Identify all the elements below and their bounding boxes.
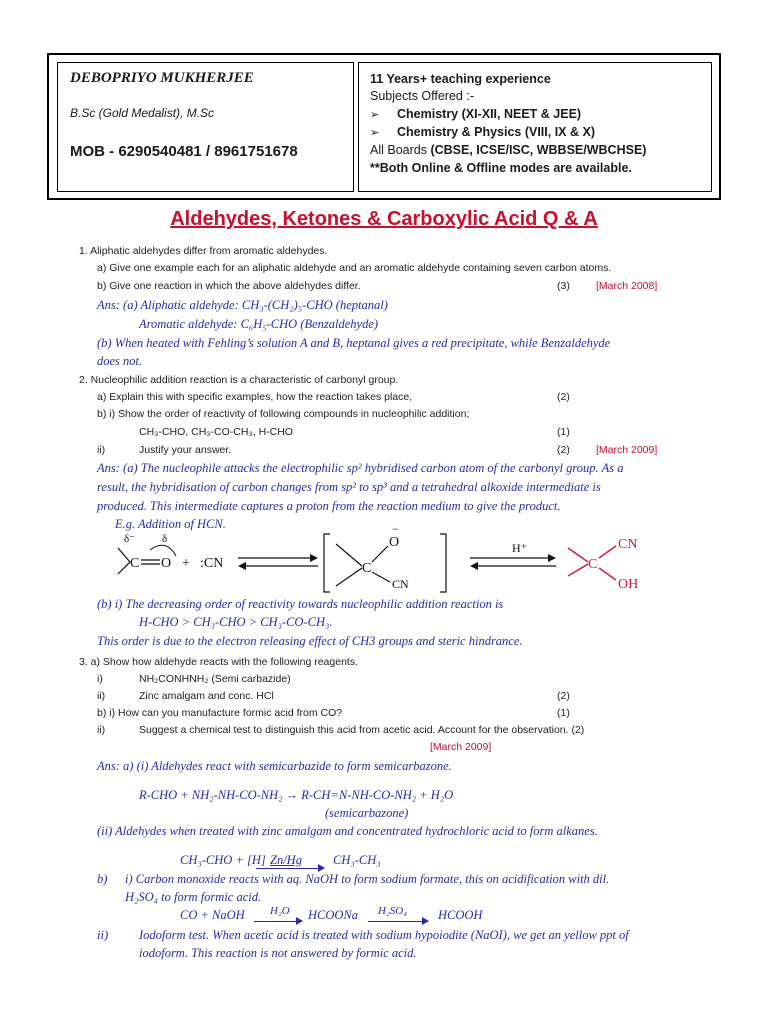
q3-stem: 3. a) Show how aldehyde reacts with the following reagents. (79, 656, 358, 668)
reaction-arrow (256, 868, 320, 869)
bond-line (336, 544, 362, 566)
q3-ans3: i) Carbon monoxide reacts with aq. NaOH to form sodium formate, this on acidification with dil. (125, 872, 610, 886)
subject-1: Chemistry (XI-XII, NEET & JEE) (397, 107, 582, 121)
q1-date: [March 2008] (596, 280, 658, 292)
int-cyano-label: CN (392, 577, 409, 591)
reaction-arrow (368, 921, 424, 922)
q3-date: [March 2009] (430, 741, 492, 753)
q1-ans4: does not. (97, 354, 143, 368)
q2-ii-label: ii) (97, 444, 106, 456)
right-bracket (440, 534, 446, 592)
mobile-number: MOB - 6290540481 / 8961751678 (70, 143, 298, 160)
plus-sign: + (182, 556, 190, 571)
q2-date: [March 2009] (596, 444, 658, 456)
bullet-arrow-icon: ➢ (370, 127, 380, 139)
q2-ans6: This order is due to the electron releasing effect of CH3 groups and steric hindrance. (97, 634, 523, 648)
q3-i-text: NH₂CONHNH₂ (Semi carbazide) (139, 673, 291, 685)
arrow-head-icon (296, 917, 303, 925)
proton-label: H⁺ (512, 541, 527, 555)
q3-b-ii-label: ii) (97, 724, 106, 736)
bond-line (118, 548, 130, 562)
bullet-arrow-icon: ➢ (370, 109, 380, 121)
q3-i-label: i) (97, 673, 103, 685)
q2-compounds: CH₃-CHO, CH₃-CO-CH₃, H-CHO (139, 426, 293, 438)
q2-b: b) i) Show the order of reactivity of following compounds in nucleophilic addition; (97, 408, 470, 420)
q3-eq2-left: CH₃-CHO + [H] (180, 853, 266, 867)
qualification: B.Sc (Gold Medalist), M.Sc (70, 106, 215, 120)
q3-ii-marks: (2) (557, 690, 570, 702)
oxygen-label: O (161, 556, 172, 571)
bond-line (599, 546, 616, 558)
q1-ans1: Ans: (a) Aliphatic aldehyde: CH₃-(CH₂)₅-CHO (heptanal) (97, 298, 388, 312)
bond-line (568, 564, 588, 576)
bond-line (118, 562, 130, 574)
q3-ans1: Ans: a) (i) Aldehydes react with semicarbazide to form semicarbazone. (97, 759, 452, 773)
q2-ans1: Ans: (a) The nucleophile attacks the electrophilic sp² hybridised carbon atom of the carbonyl group. As a (97, 461, 624, 475)
delta-plus-label: δ (162, 533, 168, 545)
q2-ans2: result, the hybridisation of carbon changes from sp² to sp³ and a tetrahedral alkoxide intermediate is (97, 480, 601, 494)
subjects-label: Subjects Offered :- (370, 89, 474, 103)
carbon-label: C (130, 556, 140, 571)
q3-ans3-label: b) (97, 872, 108, 886)
q3-b: b) i) How can you manufacture formic acid from CO? (97, 707, 343, 719)
q2-ans3: produced. This intermediate captures a proton from the reaction medium to give the product. (97, 499, 561, 513)
experience: 11 Years+ teaching experience (370, 72, 551, 86)
bond-line (372, 572, 390, 582)
q2-a: a) Explain this with specific examples, how the reaction takes place, (97, 391, 413, 403)
left-bracket (324, 534, 330, 592)
q2-ans5: H-CHO > CH₃-CHO > CH₃-CO-CH₃. (139, 615, 333, 629)
bond-line (336, 568, 362, 586)
q1-b: b) Give one reaction in which the above aldehydes differ. (97, 280, 361, 292)
q3-ans5-label: ii) (97, 928, 109, 942)
q3-eq2-right: CH₃-CH₃ (333, 853, 381, 867)
reaction-arrow (254, 921, 298, 922)
page-title: Aldehydes, Ketones & Carboxylic Acid Q & A (170, 208, 598, 230)
cyanide-label: :CN (200, 556, 224, 571)
q3-eq1-label: (semicarbazone) (325, 806, 409, 820)
q3-eq3-left: CO + NaOH (180, 908, 245, 922)
bond-line (372, 546, 388, 562)
q3-ii-text: Zinc amalgam and conc. HCl (139, 690, 274, 702)
q3-ans6: iodoform. This reaction is not answered by formic acid. (139, 946, 417, 960)
q1-marks: (3) (557, 280, 570, 292)
q3-b-ii: Suggest a chemical test to distinguish this acid from acetic acid. Account for the observation. (2) (139, 724, 585, 736)
q3-eq3-right: HCOOH (438, 908, 483, 922)
prod-carbon-label: C (588, 557, 598, 572)
arrow-head-icon (548, 554, 556, 562)
q3-ii-label: ii) (97, 690, 106, 702)
q3-ans2: (ii) Aldehydes when treated with zinc amalgam and concentrated hydrochloric acid to form alkanes. (97, 824, 598, 838)
tutor-name: DEBOPRIYO MUKHERJEE (70, 70, 254, 86)
prod-hydroxyl-label: OH (618, 577, 639, 592)
modes: **Both Online & Offline modes are available. (370, 161, 632, 175)
boards-line (370, 143, 646, 157)
q3-eq3-mid: HCOONa (308, 908, 359, 922)
q3-b-marks: (1) (557, 707, 570, 719)
arrow-head-icon (310, 554, 318, 562)
q1-a: a) Give one example each for an aliphatic aldehyde and an aromatic aldehyde containing seven carbon atoms. (97, 262, 612, 274)
q2-ans4: (b) i) The decreasing order of reactivity towards nucleophilic addition reaction is (97, 597, 504, 611)
q3-eq3-r2: H₂SO₄ (378, 905, 408, 917)
arrow-head-icon (470, 562, 478, 570)
arrow-head-icon (318, 864, 325, 872)
int-carbon-label: C (362, 561, 372, 576)
bond-line (599, 568, 616, 580)
boards-prefix: All Boards (370, 143, 431, 157)
q1-stem: 1. Aliphatic aldehydes differ from aromatic aldehydes. (79, 245, 328, 257)
curved-arrow-icon (150, 545, 176, 556)
q2-example: E.g. Addition of HCN. (115, 517, 226, 531)
negative-charge: − (392, 522, 399, 536)
q3-eq2-reagent: Zn/Hg (270, 853, 302, 867)
arrow-head-icon (422, 917, 429, 925)
q2-a-marks: (2) (557, 391, 570, 403)
delta-minus-label: δ⁻ (124, 533, 135, 545)
q3-eq3-r1: H₂O (270, 905, 290, 917)
q3-ans4: H₂SO₄ to form formic acid. (125, 890, 262, 904)
subject-2: Chemistry & Physics (VIII, IX & X) (397, 125, 595, 139)
q2-stem: 2. Nucleophilic addition reaction is a characteristic of carbonyl group. (79, 374, 399, 386)
prod-cyano-label: CN (618, 537, 638, 552)
q1-ans3: (b) When heated with Fehling’s solution A and B, heptanal gives a red precipitate, while Benzaldehyde (97, 336, 611, 350)
bond-line (568, 548, 588, 562)
int-oxygen-label: O (389, 535, 400, 550)
q3-ans5: Iodoform test. When acetic acid is treated with sodium hypoiodite (NaOI), we get an yellow ppt of (139, 928, 629, 942)
boards: (CBSE, ICSE/ISC, WBBSE/WBCHSE) (430, 143, 647, 157)
q2-compounds-marks: (1) (557, 426, 570, 438)
q1-ans2: Aromatic aldehyde: C₆H₅-CHO (Benzaldehyde) (139, 317, 379, 331)
q3-eq1: R-CHO + NH₂-NH-CO-NH₂ → R-CH=N-NH-CO-NH₂ + H₂O (139, 788, 454, 802)
q2-justify: Justify your answer. (139, 444, 232, 456)
q2-justify-marks: (2) (557, 444, 570, 456)
arrow-head-icon (238, 562, 246, 570)
